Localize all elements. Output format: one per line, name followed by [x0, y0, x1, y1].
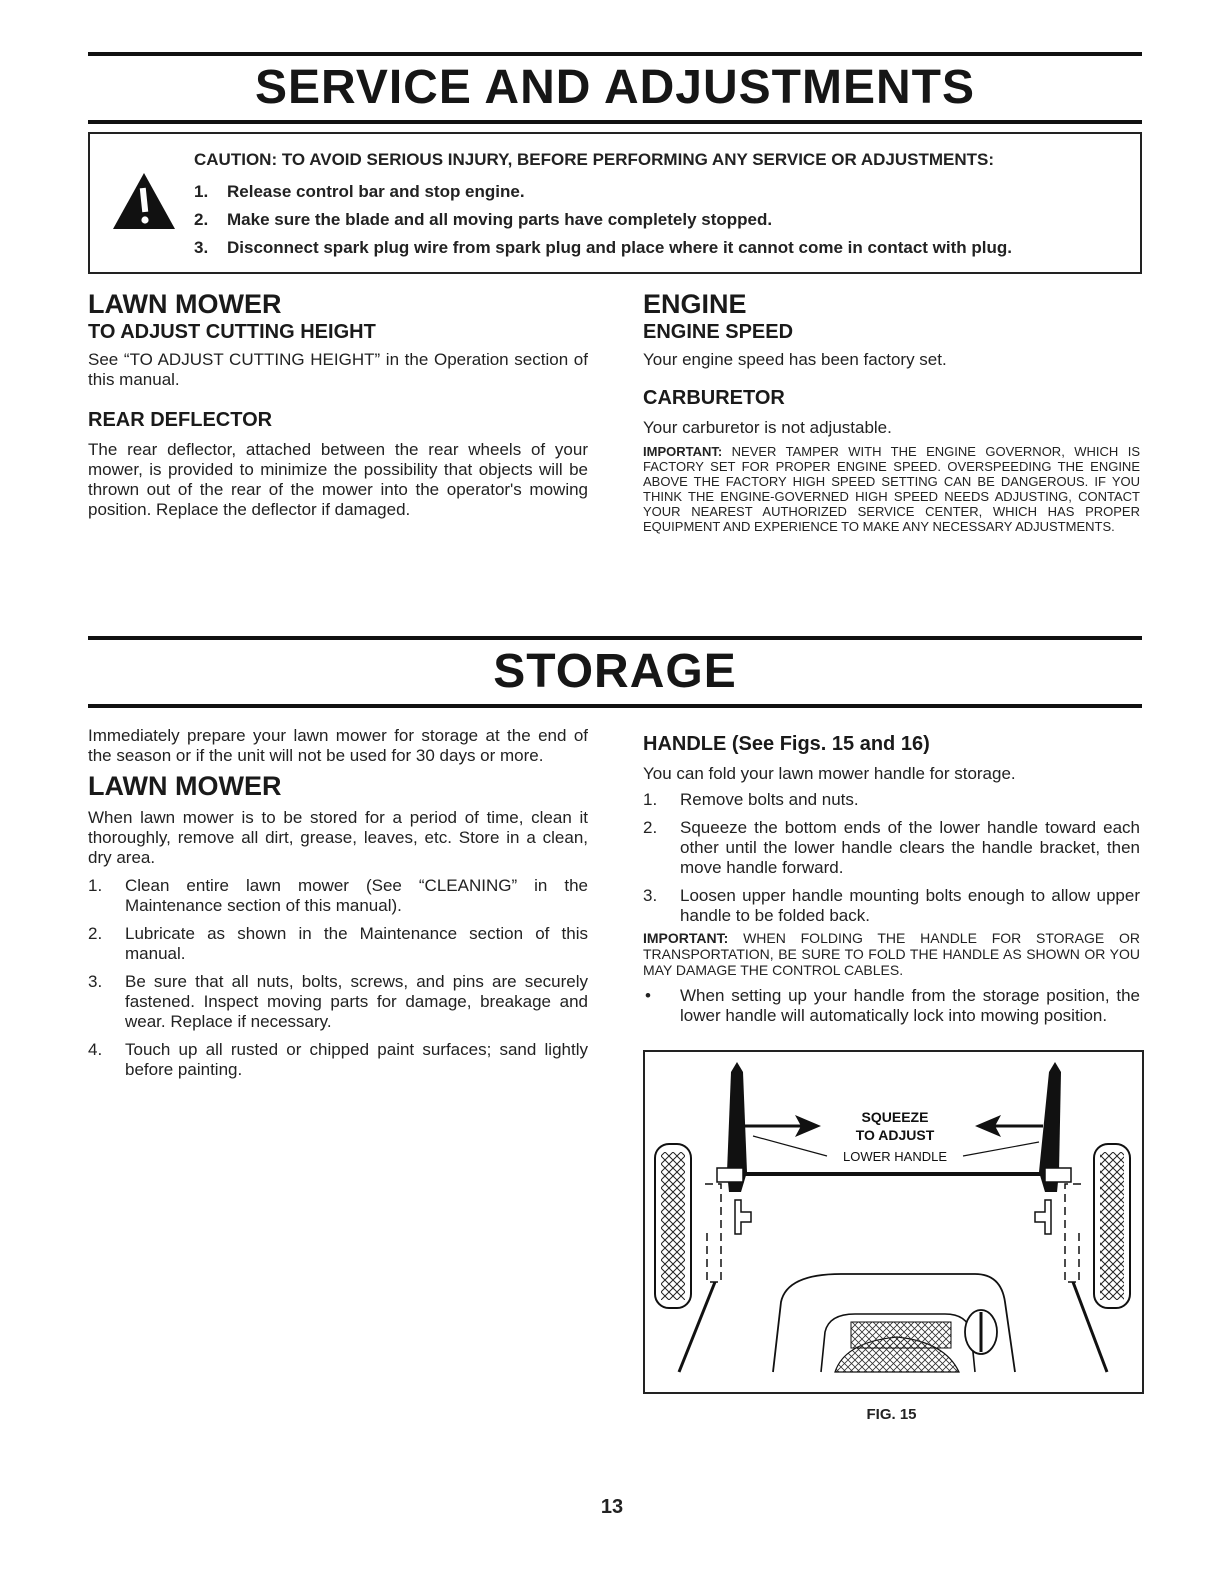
storage-title-rule: [88, 704, 1142, 708]
service-title: SERVICE AND ADJUSTMENTS: [255, 61, 975, 114]
engine-speed-heading: ENGINE SPEED: [643, 321, 794, 343]
list-item: 1. Remove bolts and nuts.: [643, 790, 859, 809]
to-adjust-label: TO ADJUST: [855, 1127, 935, 1143]
squeeze-label: SQUEEZE: [861, 1109, 929, 1125]
handle-diagram: [645, 1052, 1142, 1392]
engine-section: [643, 290, 1140, 534]
list-item: 1. Clean entire lawn mower (See “CLEANING” in the Maintenance section of this manual).: [88, 876, 588, 915]
storage-right-column: [643, 732, 1140, 1026]
storage-top-rule: [88, 636, 1142, 640]
cutting-height-heading: TO ADJUST CUTTING HEIGHT: [88, 321, 376, 343]
warning-triangle-icon: [112, 172, 176, 230]
caution-item: 2. Make sure the blade and all moving parts have completely stopped.: [194, 210, 773, 229]
handle-bullet: • When setting up your handle from the storage position, the lower handle will automatically lock into mowing position.: [645, 986, 1140, 1025]
caution-item: 1. Release control bar and stop engine.: [194, 182, 525, 201]
engine-speed-text: Your engine speed has been factory set.: [643, 350, 947, 369]
storage-steps: [88, 876, 588, 1080]
caution-heading: CAUTION: TO AVOID SERIOUS INJURY, BEFORE PERFORMING ANY SERVICE OR ADJUSTMENTS:: [194, 150, 995, 169]
list-item: 2. Lubricate as shown in the Maintenance section of this manual.: [88, 924, 588, 963]
page-number: 13: [600, 1496, 624, 1518]
cutting-height-text: See “TO ADJUST CUTTING HEIGHT” in the Operation section of this manual.: [88, 350, 588, 389]
storage-intro: Immediately prepare your lawn mower for storage at the end of the season or if the unit will not be used for 30 days or more.: [88, 726, 588, 765]
rear-deflector-text: The rear deflector, attached between the rear wheels of your mower, is provided to minimize the possibility that objects will be thrown out of the rear of the mower into the operator's mowing position. Replace the deflector if damaged.: [88, 440, 588, 519]
handle-steps: [643, 790, 1140, 926]
caution-list: [194, 178, 1012, 262]
caution-box: [88, 132, 1142, 274]
figure-caption: FIG. 15: [866, 1406, 917, 1423]
lower-handle-label: LOWER HANDLE: [842, 1149, 948, 1164]
service-title-rule: [88, 120, 1142, 124]
engine-important-note: IMPORTANT: NEVER TAMPER WITH THE ENGINE GOVERNOR, WHICH IS FACTORY SET FOR PROPER ENGINE SPEED. OVERSPEEDING THE ENGINE ABOVE THE FACTORY HIGH SPEED SETTING CAN BE DANGEROUS. IF YOU THINK THE ENGINE-GOVERNED HIGH SPEED NEEDS ADJUSTING, CONTACT YOUR NEAREST AUTHORIZED SERVICE CENTER, WHICH HAS PROPER EQUIPMENT AND EXPERIENCE TO MAKE ANY NECESSARY ADJUSTMENTS.: [643, 444, 1140, 534]
storage-lawn-mower-text: When lawn mower is to be stored for a period of time, clean it thoroughly, remove all dirt, grease, leaves, etc. Store in a clean, dry area.: [88, 808, 588, 867]
carburetor-heading: CARBURETOR: [643, 387, 785, 409]
list-item: 3. Be sure that all nuts, bolts, screws, and pins are securely fastened. Inspect moving parts for damage, breakage and wear. Replace if necessary.: [88, 972, 588, 1031]
handle-important-note: IMPORTANT: WHEN FOLDING THE HANDLE FOR STORAGE OR TRANSPORTATION, BE SURE TO FOLD THE HANDLE AS SHOWN OR YOU MAY DAMAGE THE CONTROL CABLES.: [643, 930, 1141, 978]
service-lawn-mower-section: [88, 290, 588, 520]
lawn-mower-heading: LAWN MOWER: [88, 289, 282, 319]
handle-text: You can fold your lawn mower handle for storage.: [643, 764, 1016, 783]
list-item: 2. Squeeze the bottom ends of the lower handle toward each other until the lower handle clears the handle bracket, then move handle forward.: [643, 818, 1140, 877]
storage-title: STORAGE: [493, 645, 737, 698]
top-rule: [88, 52, 1142, 56]
storage-left-column: [88, 726, 588, 1088]
rear-deflector-heading: REAR DEFLECTOR: [88, 409, 273, 431]
figure-15: [643, 1050, 1144, 1394]
storage-lawn-mower-heading: LAWN MOWER: [88, 771, 282, 801]
engine-heading: ENGINE: [643, 289, 747, 319]
handle-heading: HANDLE (See Figs. 15 and 16): [643, 733, 930, 755]
list-item: 4. Touch up all rusted or chipped paint surfaces; sand lightly before painting.: [88, 1040, 588, 1079]
list-item: 3. Loosen upper handle mounting bolts enough to allow upper handle to be folded back.: [643, 886, 1140, 925]
caution-item: 3. Disconnect spark plug wire from spark plug and place where it cannot come in contact with plug.: [194, 238, 1012, 257]
carburetor-text: Your carburetor is not adjustable.: [643, 418, 892, 437]
